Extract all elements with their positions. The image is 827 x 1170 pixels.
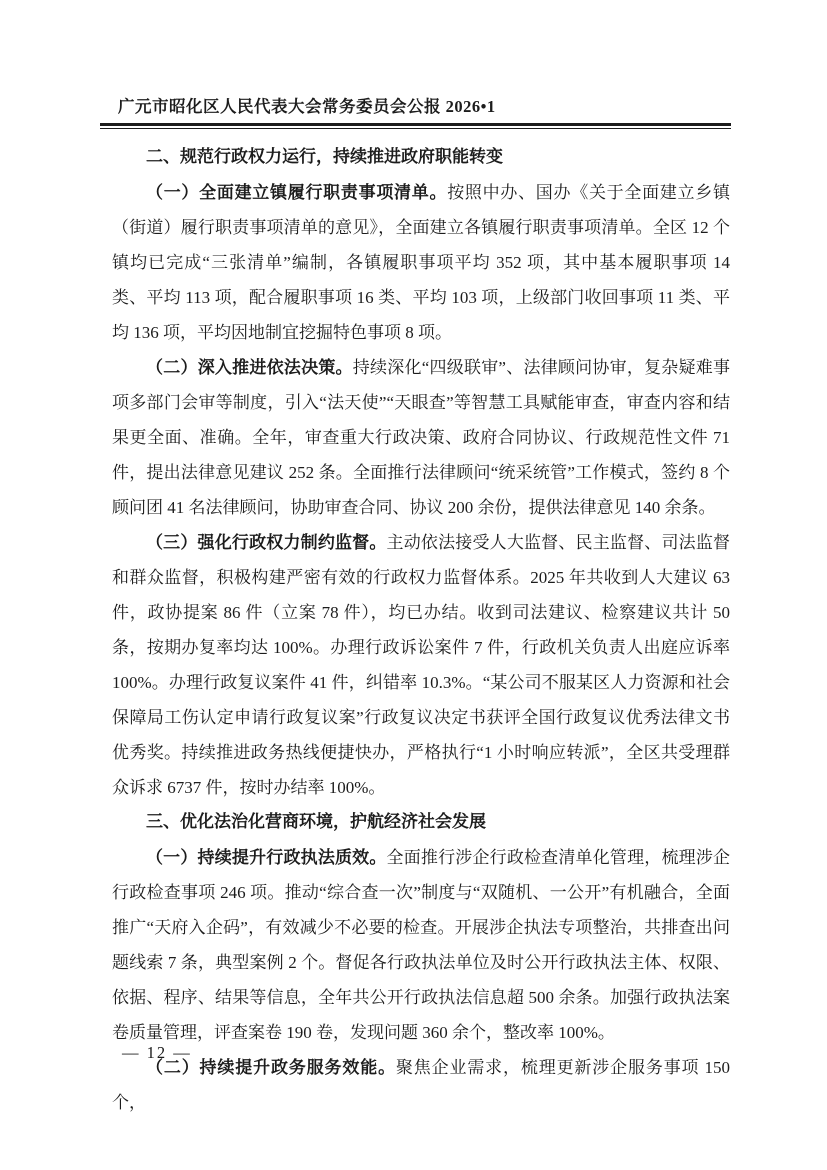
header-rule-thin xyxy=(100,128,731,129)
paragraph-body: 按照中办、国办《关于全面建立乡镇（街道）履行职责事项清单的意见》，全面建立各镇履行职责事项清单。全区 12 个镇均已完成“三张清单”编制，各镇履职事项平均 352 项，其中基本履职事项 14 类、平均 113 项，配合履职事项 16 类、平均 103 项，上级部门收回事项 11 类、平均 136 项，平均因地制宜挖掘特色事项 8 项。 xyxy=(112,183,730,342)
section-heading-2: 二、规范行政权力运行，持续推进政府职能转变 xyxy=(146,147,503,167)
section-heading-3: 三、优化法治化营商环境，护航经济社会发展 xyxy=(146,812,486,832)
paragraph-body: 全面推行涉企行政检查清单化管理，梳理涉企行政检查事项 246 项。推动“综合查一次”制度与“双随机、一公开”有机融合，全面推广“天府入企码”，有效减少不必要的检查。开展涉企执法专项整治，共排查出问题线索 7 条，典型案例 2 个。督促各行政执法单位及时公开行政执法主体、权限、依据、程序、结果等信息，全年共公开行政执法信息超 500 余条。加强行政执法案卷质量管理，评查案卷 190 卷，发现问题 360 余个，整改率 100%。 xyxy=(112,848,731,1042)
paragraph xyxy=(112,1050,730,1120)
paragraph xyxy=(112,350,730,525)
paragraph-lead: （一）持续提升行政执法质效。 xyxy=(146,848,387,867)
header-rule-thick xyxy=(100,123,731,126)
paragraph xyxy=(112,840,730,1050)
paragraph-lead: （一）全面建立镇履行职责事项清单。 xyxy=(146,183,448,202)
page-number: — 12 — xyxy=(122,1043,192,1062)
paragraph xyxy=(112,525,730,805)
paragraph-lead: （二）深入推进依法决策。 xyxy=(146,358,353,377)
document-body xyxy=(112,140,730,1120)
paragraph-body: 聚焦企业需求，梳理更新涉企服务事项 150 个， xyxy=(112,1058,730,1112)
paragraph-lead: （二）持续提升政务服务效能。 xyxy=(146,1058,396,1077)
paragraph-body: 持续深化“四级联审”、法律顾问协审，复杂疑难事项多部门会审等制度，引入“法天使”“天眼查”等智慧工具赋能审查，审查内容和结果更全面、准确。全年，审查重大行政决策、政府合同协议、行政规范性文件 71 件，提出法律意见建议 252 条。全面推行法律顾问“统采统管”工作模式，签约 8 个顾问团 41 名法律顾问，协助审查合同、协议 200 余份，提供法律意见 140 余条。 xyxy=(112,358,731,517)
paragraph xyxy=(112,175,730,350)
page-header xyxy=(100,97,731,129)
bulletin-header-title: 广元市昭化区人民代表大会常务委员会公报 2026•1 xyxy=(118,97,496,116)
paragraph-lead: （三）强化行政权力制约监督。 xyxy=(146,533,387,552)
page-footer xyxy=(122,1042,192,1064)
paragraph-body: 主动依法接受人大监督、民主监督、司法监督和群众监督，积极构建严密有效的行政权力监督体系。2025 年共收到人大建议 63 件，政协提案 86 件（立案 78 件），均已办结。收到司法建议、检察建议共计 50 条，按期办复率均达 100%。办理行政诉讼案件 7 件，行政机关负责人出庭应诉率 100%。办理行政复议案件 41 件，纠错率 10.3%。“某公司不服某区人力资源和社会保障局工伤认定申请行政复议案”行政复议决定书获评全国行政复议优秀法律文书优秀奖。持续推进政务热线便捷快办，严格执行“1 小时响应转派”，全区共受理群众诉求 6737 件，按时办结率 100%。 xyxy=(112,533,731,797)
